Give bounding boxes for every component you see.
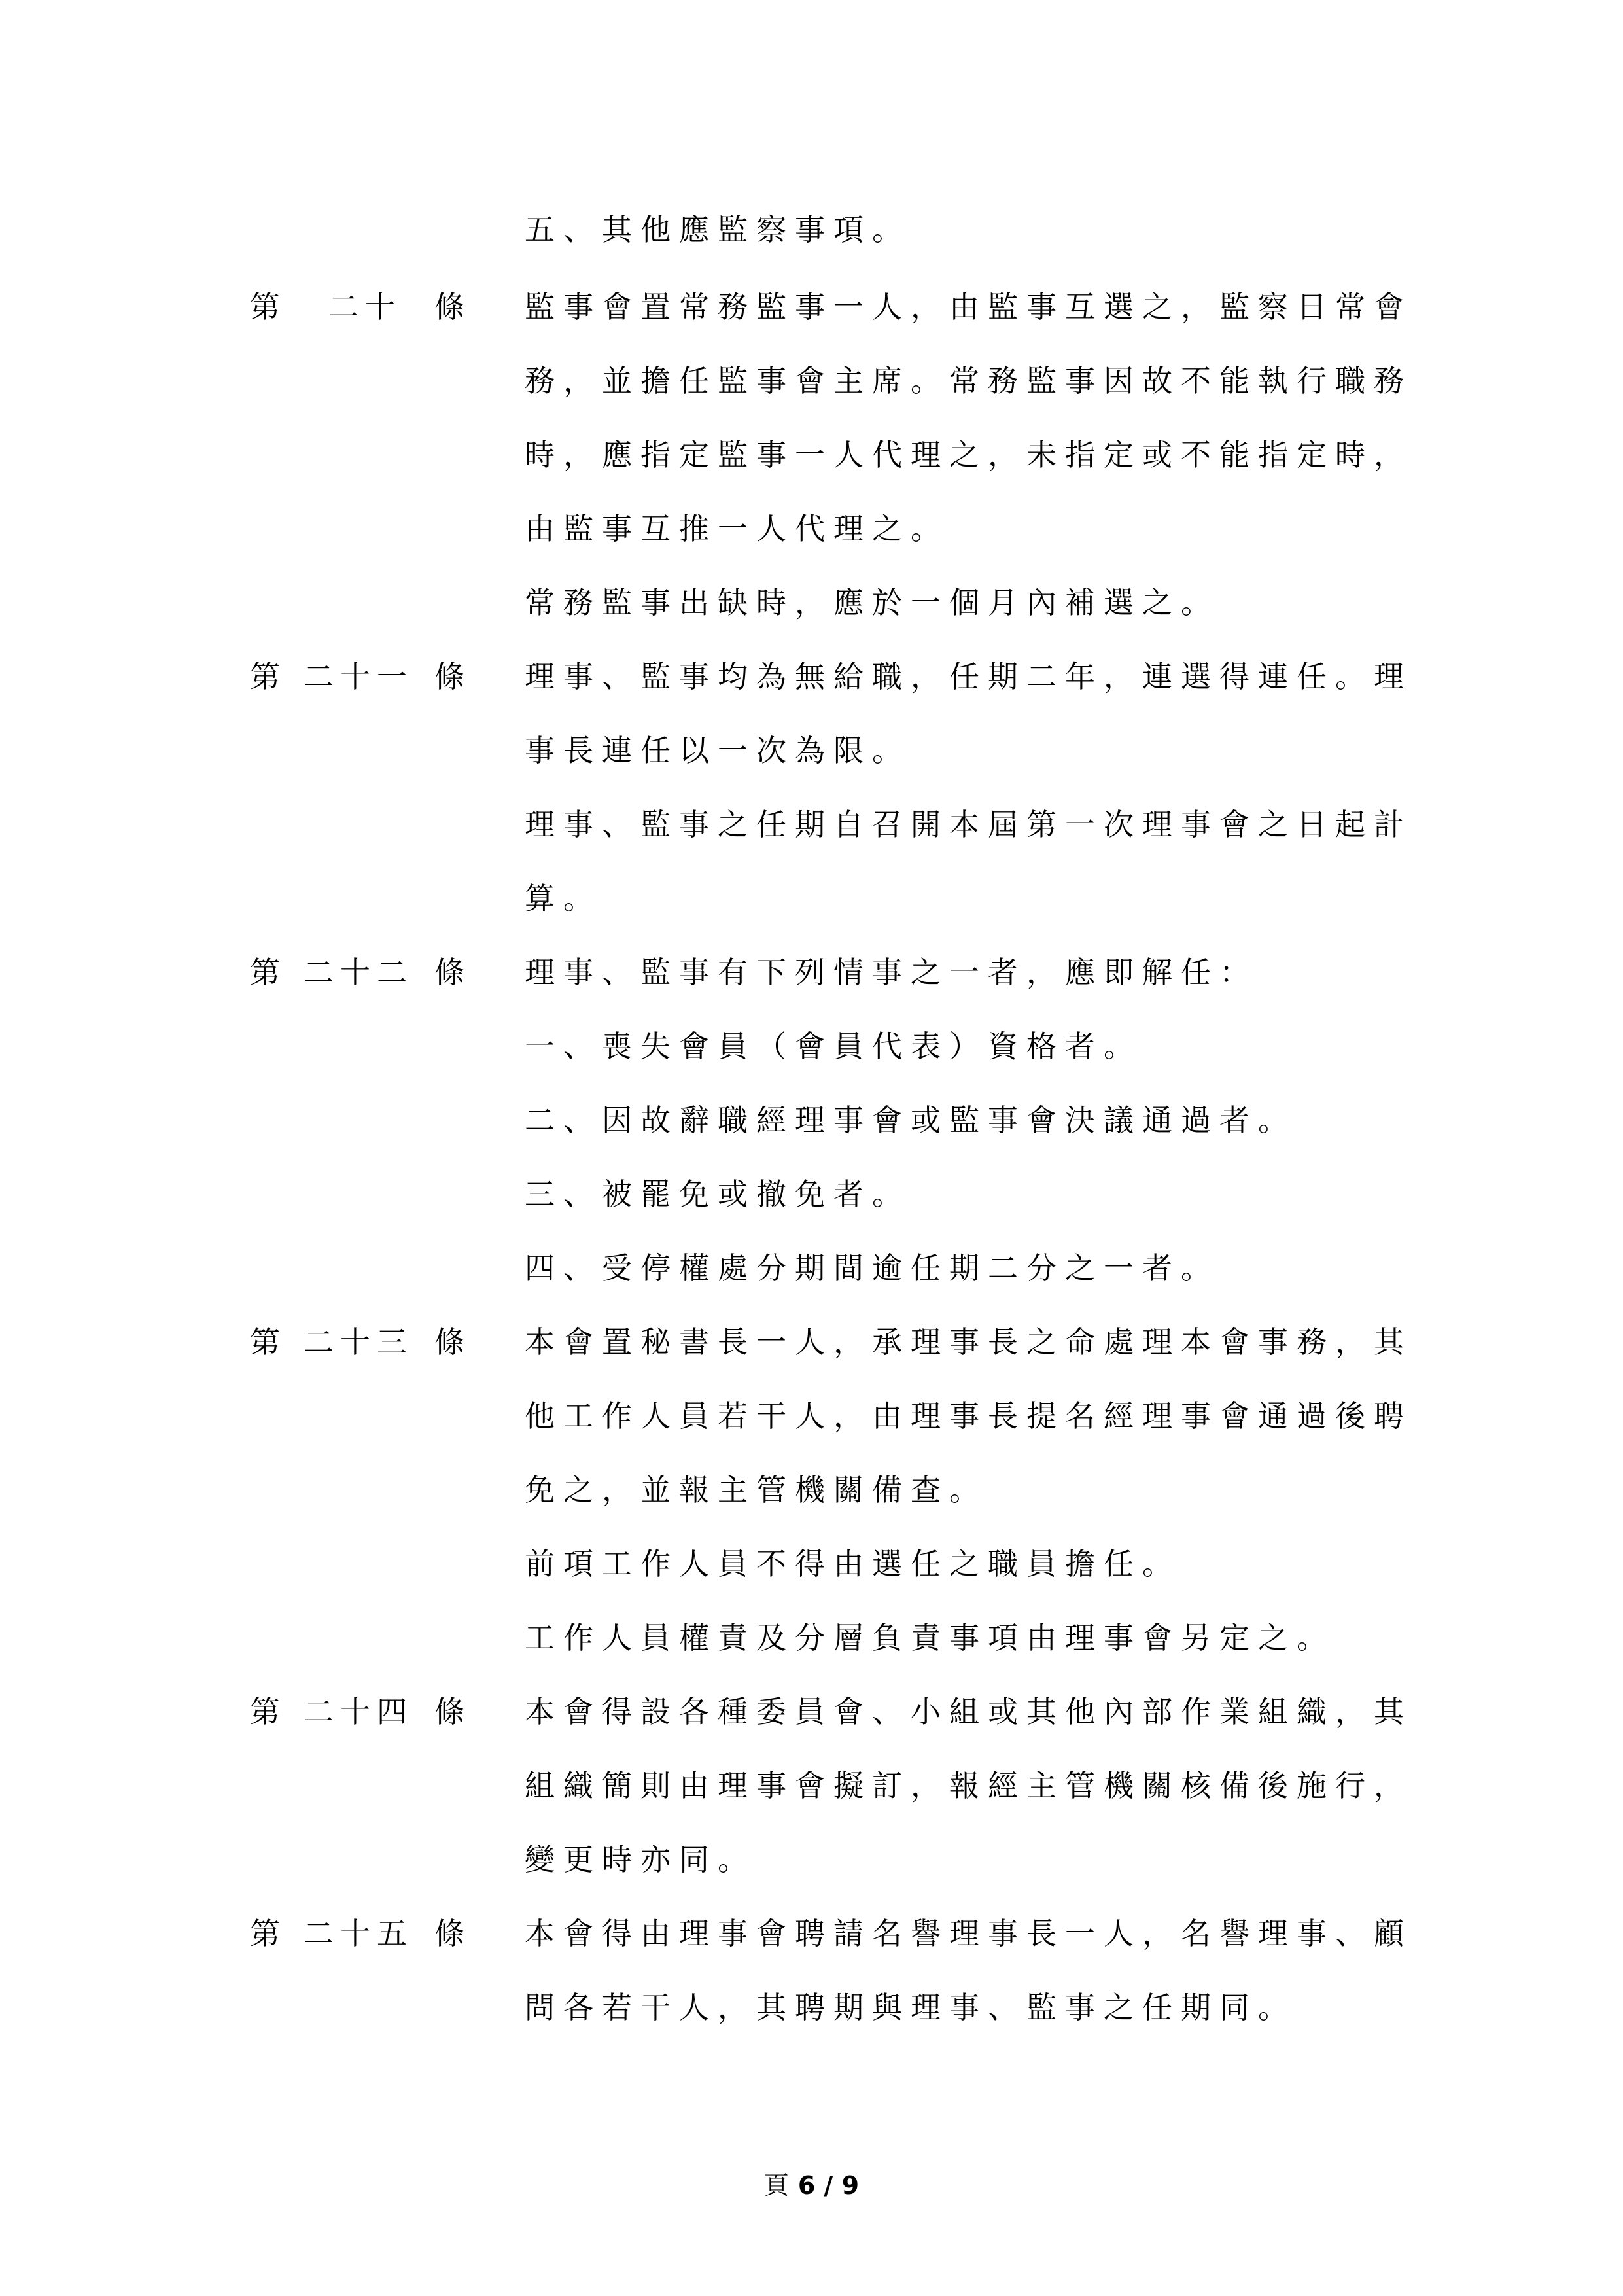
paragraph-text: 變更時亦同。 [525,1842,756,1877]
article-heading-line [0,1675,1623,1749]
article-number-di: 第 [250,1324,280,1360]
article-heading-line [0,936,1623,1010]
article-number [250,1897,479,1971]
paragraph-text: 理事、監事之任期自召開本屆第一次理事會之日起計 [525,807,1412,842]
article-number-di: 第 [250,1694,280,1729]
text-line [0,1084,1623,1157]
article-number-di: 第 [250,659,280,694]
article-number [250,640,479,714]
paragraph-text: 四、受停權處分期間逾任期二分之一者。 [525,1250,1219,1286]
paragraph-text: 理事、監事均為無給職，任期二年，連選得連任。理 [525,659,1412,694]
text-line [0,1453,1623,1527]
text-line [0,1601,1623,1675]
paragraph-text: 五、其他應監察事項。 [525,212,911,247]
article-number-di: 第 [250,1916,280,1951]
article-number-tiao: 條 [434,1694,464,1729]
article-number-tiao: 條 [434,955,464,990]
paragraph-text: 組織簡則由理事會擬訂，報經主管機關核備後施行， [525,1768,1412,1803]
article-heading-line [0,1305,1623,1379]
text-line [0,1231,1623,1305]
paragraph-text: 常務監事出缺時，應於一個月內補選之。 [525,585,1219,620]
article-number [250,1675,479,1749]
article-heading-line [0,270,1623,344]
text-line [0,193,1623,270]
page-label: 頁 [763,2171,789,2200]
article-number [250,936,479,1010]
article-number [250,270,479,344]
text-line [0,566,1623,640]
article-number-num: 二十五 [304,1916,413,1951]
article-number [250,1305,479,1379]
text-line [0,1971,1623,2045]
paragraph-text: 時，應指定監事一人代理之，未指定或不能指定時， [525,437,1412,472]
page-number: 6 / 9 [797,2171,860,2200]
text-line [0,788,1623,862]
text-line [0,1527,1623,1601]
paragraph-text: 工作人員權責及分層負責事項由理事會另定之。 [525,1620,1335,1655]
paragraph-text: 算。 [525,881,602,916]
page-footer [0,2169,1623,2202]
paragraph-text: 本會得由理事會聘請名譽理事長一人，名譽理事、顧 [525,1916,1412,1951]
article-heading-line [0,1897,1623,1971]
paragraph-text: 本會置秘書長一人，承理事長之命處理本會事務，其 [525,1324,1412,1360]
paragraph-text: 理事、監事有下列情事之一者，應即解任： [525,955,1258,990]
article-number-tiao: 條 [434,1324,464,1360]
text-line [0,418,1623,492]
text-line [0,1379,1623,1453]
article-number-num: 二十 [328,289,402,325]
paragraph-text: 問各若干人，其聘期與理事、監事之任期同。 [525,1990,1297,2025]
article-number-num: 二十三 [304,1324,413,1360]
paragraph-text: 一、喪失會員（會員代表）資格者。 [525,1029,1142,1064]
paragraph-text: 事長連任以一次為限。 [525,733,911,768]
paragraph-text: 本會得設各種委員會、小組或其他內部作業組織，其 [525,1694,1412,1729]
article-number-num: 二十二 [304,955,413,990]
text-line [0,1823,1623,1897]
article-number-di: 第 [250,955,280,990]
text-line [0,1749,1623,1823]
text-line [0,1010,1623,1084]
text-line [0,862,1623,936]
paragraph-text: 免之，並報主管機關備查。 [525,1472,988,1508]
article-number-tiao: 條 [434,659,464,694]
article-number-tiao: 條 [434,289,464,325]
paragraph-text: 由監事互推一人代理之。 [525,511,949,546]
text-line [0,492,1623,566]
article-number-tiao: 條 [434,1916,464,1951]
text-line [0,1157,1623,1231]
paragraph-text: 監事會置常務監事一人，由監事互選之，監察日常會 [525,289,1412,325]
article-number-di: 第 [250,289,280,325]
article-heading-line [0,640,1623,714]
article-number-num: 二十四 [304,1694,413,1729]
paragraph-text: 前項工作人員不得由選任之職員擔任。 [525,1546,1181,1581]
paragraph-text: 二、因故辭職經理事會或監事會決議通過者。 [525,1103,1297,1138]
text-line [0,714,1623,788]
document-body [0,193,1623,2045]
paragraph-text: 他工作人員若干人，由理事長提名經理事會通過後聘 [525,1398,1412,1434]
paragraph-text: 三、被罷免或撤免者。 [525,1176,911,1212]
text-line [0,344,1623,418]
article-number-num: 二十一 [304,659,413,694]
paragraph-text: 務，並擔任監事會主席。常務監事因故不能執行職務 [525,363,1412,398]
